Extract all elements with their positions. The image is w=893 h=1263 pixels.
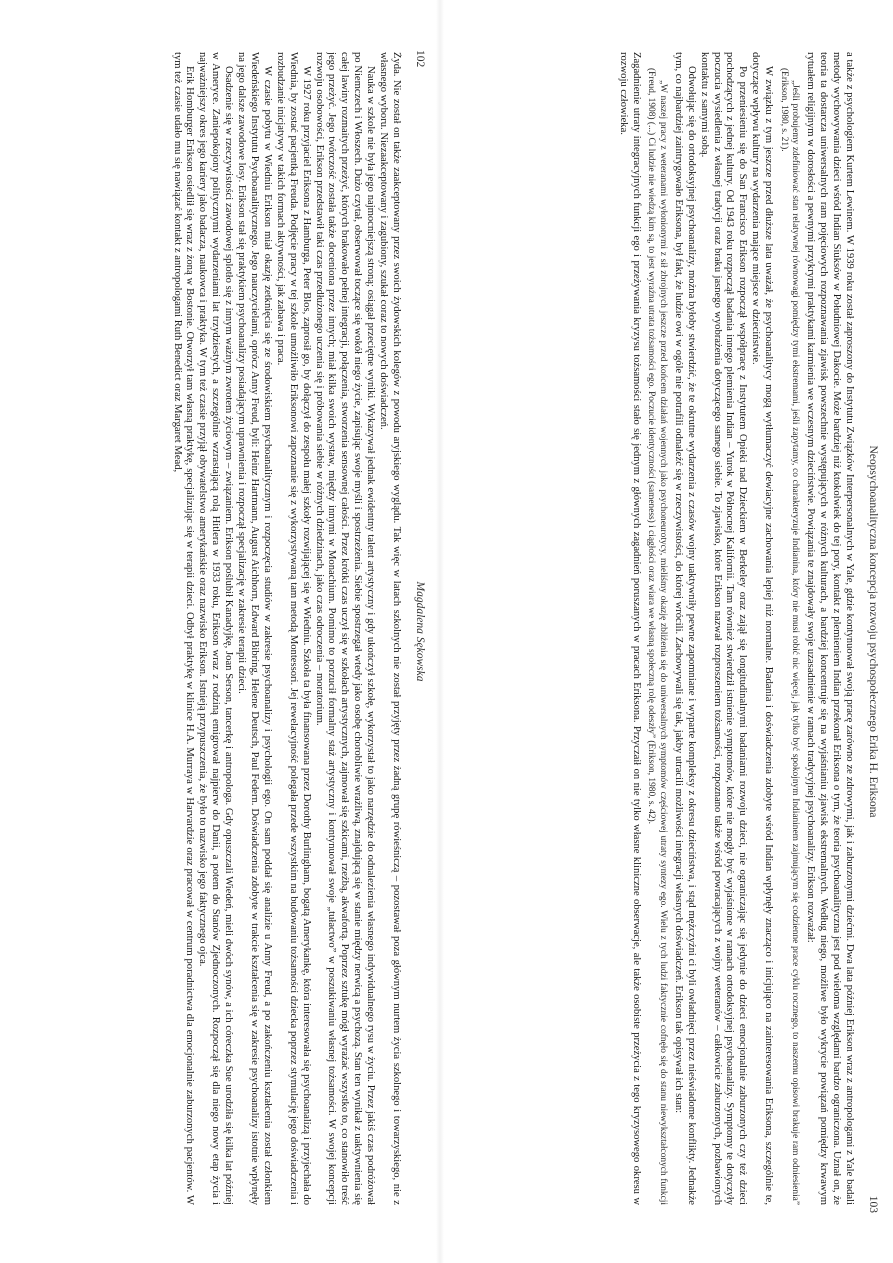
chapter-header: Neopsychoanalityczna koncepcja rozwoju psychospołecznego Erika H. Eriksona [867, 445, 879, 818]
left-running-head [410, 50, 426, 1213]
page-number: 103 [867, 1195, 879, 1213]
paragraph: Osadzenie się w rzeczywistości zawodowej splotło się z innym ważnym zwrotem życiowym – związaniem. Erikson poślubił Kanadyjkę, Joan Serson, tancerkę i antropologa. Gdy opuszczali Wiedeń, mieli dwóch synów, a ich córeczka Sue urodziła się kilka lat później w Ameryce. Zaniepokojony politycznymi wydarzeniami lat trzydziestych, a szczególnie wzrastającą rolą Hitlera w 1933 roku, Erikson wraz z rodziną emigrował najpierw do Danii, a potem do Stanów Zjednoczonych. Rozpoczął się dla niego nowy etap życia i najważniejszy okres jego kariery jako badacza, naukowca i praktyka. W tym też czasie przyjął obywatelstwo amerykańskie oraz nazwisko Erikson. Istnieją przypuszczenia, że było to nazwisko jego faktycznego ojca. [197, 52, 235, 1205]
block-quote: „Jeśli probujemy zdefiniować stan relatywnej równowagi pomiędzy tymi ekstremami, jeśli zapytamy, co charakteryzuje Indianina, który nie musi robić nic więcej, jak tylko być spokojnym Indianinem zajmującym się codzienne prace cyklu rocznego, to naszemu opisowi brakuje ram odniesienia” (Erikson, 1980, s. 21). [778, 68, 801, 1205]
paragraph: Erik Homburger Erikson osiedlił się wraz z żoną w Bostonie. Otworzył tam własną praktykę, specjalizując się w terapii dzieci. Odbył praktykę w klinice H.A. Murraya w Harvardzie oraz pracował w centrum poradnictwa dla emocjonalnie zaburzonych pacjentów. W tym też czasie udało mu się nawiązać kontakt z antropologami Ruth Benedict oraz Margaret Mead, [171, 52, 196, 1205]
left-page-body [10, 52, 402, 1205]
block-quote: „W naszej pracy z weteranami wyłonionymi z sił zbrojnych jeszcze przed końcem działań wojennych jako psychoneurotycy, mieliśmy okazję zbliżenia się do uniwersalnych symptomów częściowej utraty syntezy ego. Wielu z tych ludzi faktycznie cofnęło się do stanu niewykształconych funkcji (Freud, 1908) (...) Ci ludzie nie wiedzą kim są, to jest wyraźna utrata tożsamości ego. Poczucie identyczności (sameness) i ciągłości oraz wiara we własną społeczną rolę odeszły” (Erikson, 1980, s. 42). [646, 68, 668, 1205]
paragraph: Nauka w szkole nie była jego najmocniejszą stroną; osiągał przeciętne wyniki. Wykazywał jednak ewidentny talent artystyczny i gdy ukończył szkołę, wykorzystał to jako narzędzie do odnalezienia własnego indywidualnego rysu w życiu. Przez jakiś czas podróżował po Niemczech i Włoszech. Dużo czytał, obserwował toczące się wokół niego życie, zapisując swoje myśli i spostrzeżenia. Siebie spostrzegał wtedy jako osobę chorobliwie wrażliwą, znajdującą się w stanie między nerwicą a psychozą. Stan ten wynikał z uaktywnienia się całej lawiny rozmaitych przeżyć, których brakowało pełnej integracji, połączenia, stworzenia sensownej całości. Przez krótki czas uczył się w szkołach artystycznych, zajmował się szkicami, rzeźbą, akwafortą. Poprzez sztukę mógł wyrażać wszystko to, co stanowiło treść jego przeżyć. Jego twórczość została także doceniona przez innych; miał kilka swoich wystaw, między innymi w Monachium. Pomimo to porzucił formalny staż artystyczny i kontynuował swoje „tułactwo” w poszukiwaniu własnej tożsamości. W swojej koncepcji rozwoju osobowości, Erikson przedstawił taki czas przedłużonego uczenia się i próbowania siebie w różnych dziedzinach, jako czas odroczenia – moratorium. [313, 52, 377, 1205]
paragraph: Odwołując się do ortodoksyjnej psychoanalizy, można byłoby stwierdzić, że te okrutne wydarzenia z czasów wojny uaktywniły pewne zapomniane i wyparte kompleksy z okresu dzieciństwa, i stąd mężczyźni ci byli owładnięci przez nieświadome konflikty. Jednakże tym, co najbardziej zaintrygowało Eriksona, był fakt, że ludzie owi w ogóle nie potrafili odnaleźć się w rzeczywistości, do której wrócili. Zachowywali się tak, jakby utracili możliwości integracji własnych doświadczeń. Erikson tak opisywał ich stan: [672, 52, 697, 1205]
right-running-head [863, 50, 879, 1213]
right-page [453, 0, 893, 1263]
paragraph: a także z psychologiem Kurtem Lewinem. W 1939 roku został zaproszony do Instytutu Związków Interpersonalnych w Yale, gdzie kontynuował swoją pracę zarówno ze zdrowymi, jak i zaburzonymi dziećmi. Dwa lata później Erikson wraz z antropologami z Yale badali metody wychowywania dzieci wśród Indian Siuksów w Południowej Dakocie. Może bardziej niż ktokolwiek do tej pory, kontakt z plemieniem Indian przekonał Eriksona o tym, że teoria psychoanalityczna jest pod wieloma względami bardzo ograniczona. Uznał on, że teoria ta dostarcza uniwersalnych ram pojęciowych rozpoznawania zjawisk powszechnie występujących w różnych kulturach, a bardziej koncentruje się na wyjaśnianiu zjawisk ekstremalnych. Według niego, możliwe było wykrycie powiązań pomiędzy krwawym rytuałem religijnym w dorosłości a pewnymi przykrymi praktykami karmienia we wczesnym dzieciństwie. Powiązania te znajdowały swoje uzasadnienie w ramach tradycyjnej psychoanalizy. Erikson rozważał: [805, 52, 855, 1205]
book-gutter [436, 0, 444, 1263]
author-header: Magdalena Sękowska [414, 581, 426, 682]
paragraph: Po przeniesieniu się do San Francisco Erikson rozpoczął współpracę z Instytutem Opieki nad Dzieckiem w Berkeley oraz zajął się longitudinalnymi badaniami rozwoju dzieci, nie ograniczając się jedynie do dzieci emocjonalnie zaburzonych czy też dzieci pochodzących z jednej kultury. Od 1943 roku rozpoczął badania innego plemienia Indian – Yurok w Północnej Kalifornii. Tam również stwierdził istnienie symptomów, które nie mogły być wyjaśnione w ramach ortodoksyjnej psychoanalizy. Symptomy te dotyczyły poczucia wysiedlenia z własnej tradycji oraz braku jasnego wyobrażenia dotyczącego samego siebie. To zjawisko, które Erikson nazwał rozproszeniem tożsamości, rozpoznano także wśród powracających z wojny weteranów – całkowicie zaburzonych, pozbawionych kontaktu z samymi sobą. [698, 52, 749, 1205]
paragraph: W związku z tym jeszcze przed dłuższe lata uważał, że psychoanalitycy mogą wytłumaczyć dewiacyjne zachowania lepiej niż normalne. Badania i doświadczenia zdobyte wśród Indian wpłynęły znacząco i inicjująco na zainteresowania Eriksona, szczególnie te, dotyczące wpływu kultury na wydarzenia mające miejsce w dzieciństwie. [750, 52, 775, 1205]
paragraph: Zagadnienie utraty integracyjnych funkcji ego i przeżywania kryzysu tożsamości stało się jednym z głównych zagadnień poruszanych w pracach Eriksona. Przyczaił on nie tylko własne kliniczne obserwacje, ale także osobiste przeżycia z tego kryzysowego okresu w rozwoju człowieka. [617, 52, 642, 1205]
paragraph: W czasie pobytu w Wiedniu Erikson miał okazję zetknięcia się ze środowiskiem psychoanalitycznym i rozpoczęcia studiów w zakresie psychoanalizy i psychologii ego. On sam poddał się analizie u Anny Freud, a po zakończeniu kształcenia został członkiem Wiedeńskiego Instytutu Psychoanalitycznego. Jego nauczycielami, oprócz Anny Freud, byli: Heinz Hartmann, August Aichhorn, Edward Bibring, Helene Deutsch, Paul Federn. Doświadczenia zdobyte w trakcie kształcenia się w zakresie psychoanalizy istotnie wpłynęły na jego dalsze zawodowe losy. Erikson stał się praktykiem psychoanalizy posiadającym uprawnienia i rozpoczął specjalizację w zakresie terapii dzieci. [236, 52, 273, 1205]
right-page-body [463, 52, 855, 1205]
left-page [0, 0, 440, 1263]
page-number: 102 [414, 50, 426, 68]
paragraph: Żyda. Nie został on także zaakceptowany przez swoich żydowskich kolegów z powodu aryjskiego wyglądu. Tak więc w latach szkolnych nie został przyjęty przez żadną grupę rówieśniczą – pozostawał poza głównym nurtem życia szkolnego i towarzyskiego, nie z własnego wyboru. Niezaakceptowany i zagubiony, szukał coraz to nowych doświadczeń. [378, 52, 402, 1205]
paragraph: W 1927 roku przyjaciel Eriksona z Hamburga, Peter Blos, zaprosił go, by dołączył do zespołu małej szkoły rozwijającej się w Wiedniu. Szkoła ta była finansowana przez Dorothy Burlingham, bogatą Amerykankę, która interesowała się psychoanalizą i przyjechała do Wiednia, by zostać pacjentką Freuda. Podjęcie pracy w tej szkole umożliwiło Eriksonowi zapoznanie się z wykorzystywaną tam metodą Montessori. Jej rewelacyjność polegała przede wszystkim na budowaniu tożsamości dziecka poprzez stymulację jego doświadczenia i rozbudzanie inicjatywy w takich formach aktywności, jak zabawa i praca. [274, 52, 312, 1205]
